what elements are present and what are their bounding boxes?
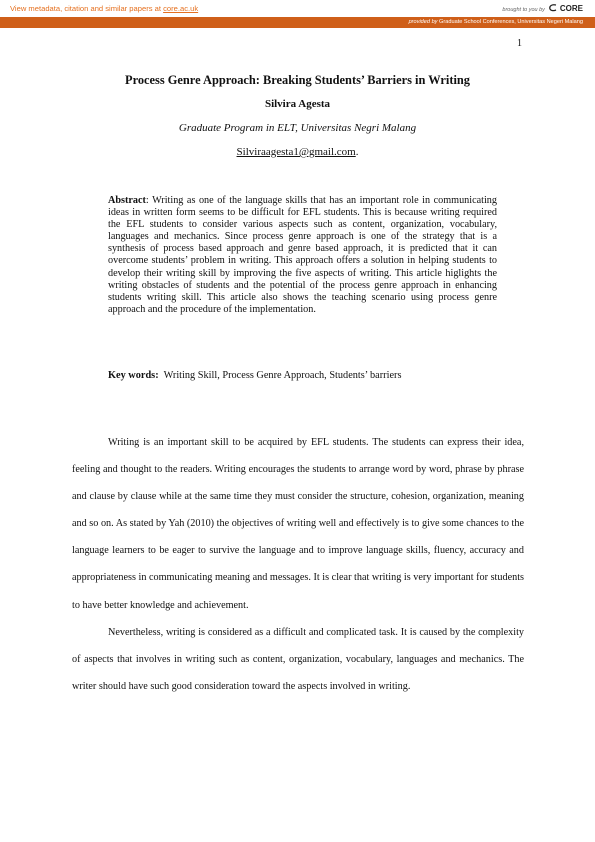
body-paragraph-2: Nevertheless, writing is considered as a difficult and complicated task. It is caused by the complexity of aspects that involves in writing such as content, organization, vocabulary, languages and mechanics. The writer should have such good consideration toward the aspects involved in writing.	[72, 626, 524, 692]
core-link[interactable]: core.ac.uk	[163, 4, 199, 13]
page-number: 1	[517, 38, 522, 49]
body-text	[72, 429, 524, 700]
provided-by-bar	[0, 17, 595, 28]
paper-title: Process Genre Approach: Breaking Students’ Barriers in Writing	[125, 73, 470, 87]
abstract	[108, 195, 497, 316]
author-email[interactable]: Silviraagesta1@gmail.com	[236, 146, 356, 158]
core-brand: CORE	[559, 4, 583, 13]
author-name: Silvira Agesta	[264, 98, 331, 110]
body-paragraph-1: Writing is an important skill to be acquired by EFL students. The students can express their idea, feeling and thought to the readers. Writing encourages the students to arrange word by word, phrase by phrase and clause by clause while at the same time they must consider the structure, cohesion, organization, meaning and so on. As stated by Yah (2010) the objectives of writing well and effectively is to give some chances to the language learners to be eager to survive the language and to improve language skills, fluency, accuracy and appropriateness in communicating meaning and messages. It is clear that writing is very important for students to have better knowledge and achievement.	[72, 437, 524, 611]
brought-to-you-by[interactable]	[502, 4, 583, 13]
author-affiliation: Graduate Program in ELT, Universitas Negri Malang	[178, 122, 417, 134]
keywords	[108, 370, 508, 381]
abstract-text: : Writing as one of the language skills that has an important role in communicating ideas in written form seems to be difficult for EFL students. This is because writing required the EFL students to consider various aspects such as content, organization, vocabulary, languages and mechanics. Since process genre approach is one of the strategy that is a synthesis of process based approach and genre based approach, it is predicted that it can overcome students’ problem in writing. This approach offers a solution in helping students to develop their writing skill by improving the five aspects of writing. This article higlights the writing obstacles of students and the potential of the process genre approach in enhancing students writing skill. This article also shows the teaching scenario using process genre approach and the procedure of the implementation.	[108, 195, 497, 315]
provided-by-source: Graduate School Conferences, Universitas Negeri Malang	[437, 18, 583, 25]
email-line	[0, 146, 595, 158]
view-metadata-text	[10, 4, 198, 13]
core-banner	[0, 0, 595, 17]
core-logo-icon	[548, 4, 558, 12]
provided-by-text[interactable]	[409, 19, 583, 25]
provided-by-label: provided by	[408, 18, 438, 25]
keywords-text: Writing Skill, Process Genre Approach, Students’ barriers	[158, 370, 402, 381]
email-suffix: .	[355, 146, 359, 158]
keywords-label: Key words:	[108, 370, 159, 381]
view-metadata-label: View metadata, citation and similar papers at	[10, 4, 164, 13]
abstract-label: Abstract	[108, 195, 146, 206]
brought-by-label: brought to you by	[502, 7, 545, 13]
